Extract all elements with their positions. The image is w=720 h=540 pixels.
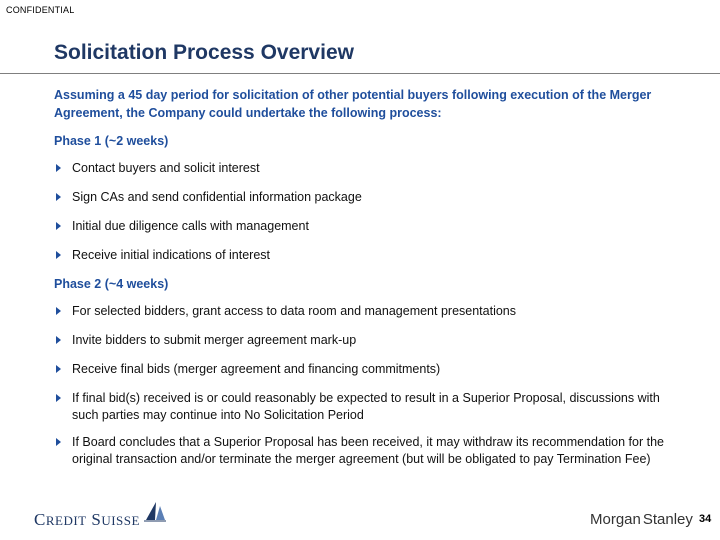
bullet-arrow-icon: [56, 164, 61, 172]
list-item: Receive final bids (merger agreement and financing commitments): [54, 361, 674, 378]
page-number: 34: [699, 513, 712, 525]
list-item: Invite bidders to submit merger agreement mark-up: [54, 332, 674, 349]
intro-text: Assuming a 45 day period for solicitation of other potential buyers following execution of the Merger Agreement, the Company could undertake the following process:: [54, 88, 652, 120]
phase-1-list: [54, 160, 674, 264]
main-content: [54, 86, 674, 480]
list-item: Sign CAs and send confidential information package: [54, 189, 674, 206]
bullet-arrow-icon: [56, 394, 61, 402]
list-item: If final bid(s) received is or could reasonably be expected to result in a Superior Proposal, discussions with such parties may continue into No Solicitation Period: [54, 390, 674, 424]
list-item: Contact buyers and solicit interest: [54, 160, 674, 177]
phase-1-heading: Phase 1 (~2 weeks): [54, 134, 169, 148]
bullet-arrow-icon: [56, 193, 61, 201]
credit-suisse-logo: [34, 500, 174, 534]
confidential-label: CONFIDENTIAL: [6, 5, 75, 15]
bullet-arrow-icon: [56, 365, 61, 373]
title-divider: [0, 73, 720, 74]
phase-2-list: [54, 303, 674, 468]
phase-2-heading: Phase 2 (~4 weeks): [54, 277, 169, 291]
bullet-arrow-icon: [56, 438, 61, 446]
credit-suisse-wordmark: CREDIT SUISSE: [34, 510, 140, 529]
sails-icon: [144, 500, 166, 522]
bullet-arrow-icon: [56, 336, 61, 344]
list-item: If Board concludes that a Superior Proposal has been received, it may withdraw its recommendation for the original transaction and/or terminate the merger agreement (but will be obligated to pay Termination Fee): [54, 434, 674, 468]
list-item: Receive initial indications of interest: [54, 247, 674, 264]
morgan-stanley-logo: Morgan Stanley: [590, 511, 693, 528]
bullet-arrow-icon: [56, 307, 61, 315]
list-item: For selected bidders, grant access to data room and management presentations: [54, 303, 674, 320]
page-title: Solicitation Process Overview: [54, 41, 354, 64]
list-item: Initial due diligence calls with management: [54, 218, 674, 235]
bullet-arrow-icon: [56, 222, 61, 230]
bullet-arrow-icon: [56, 251, 61, 259]
